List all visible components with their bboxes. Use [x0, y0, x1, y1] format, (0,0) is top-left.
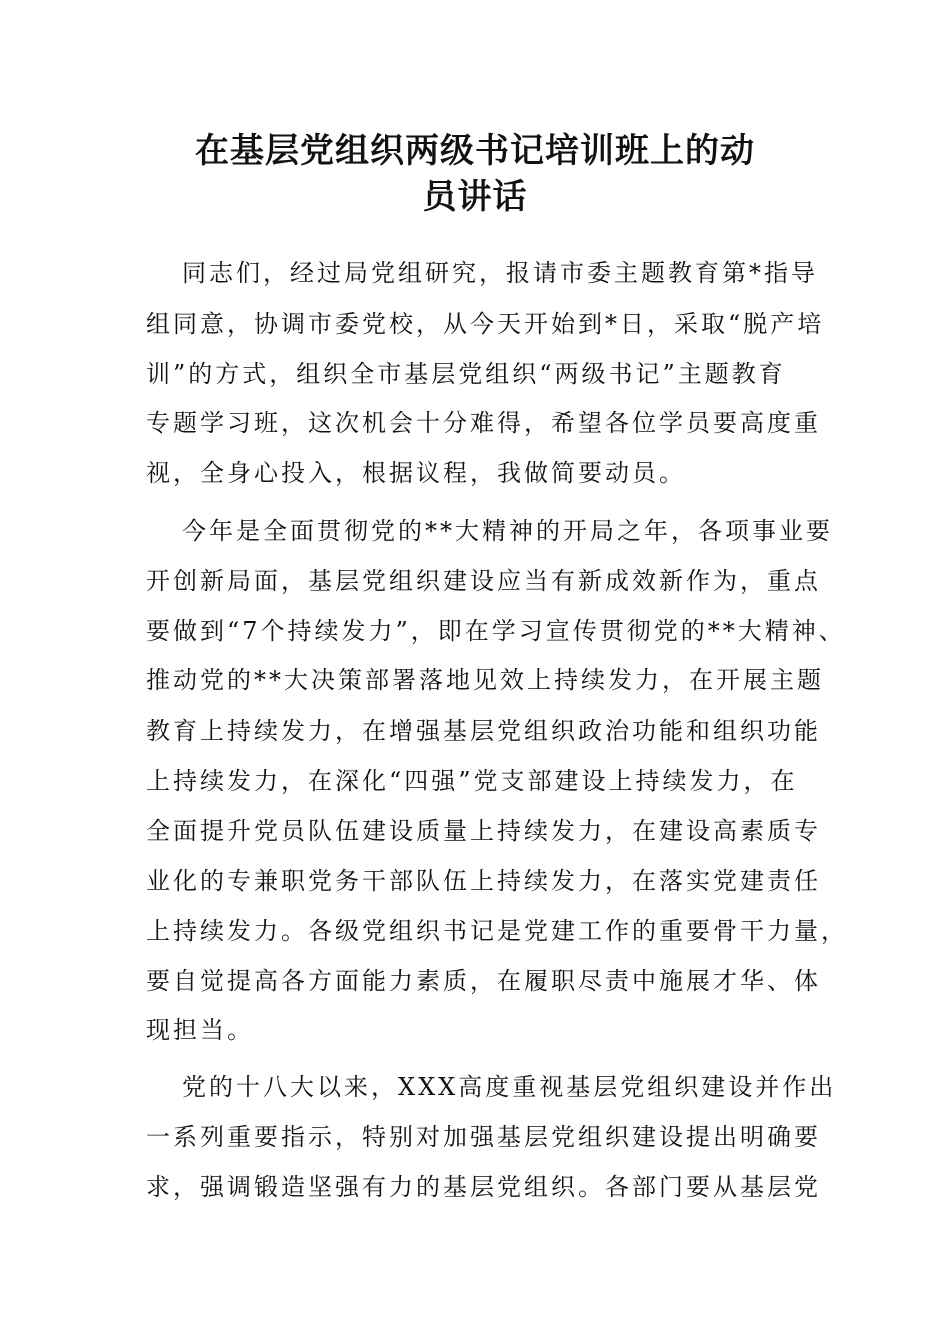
text-line: 同志们，经过局党组研究，报请市委主题教育第*指导 [182, 259, 818, 287]
text-line: 推动党的**大决策部署落地见效上持续发力，在开展主题 [146, 666, 824, 694]
text-line: 专题学习班，这次机会十分难得，希望各位学员要高度重 [146, 409, 821, 437]
text-line: 要自觉提高各方面能力素质，在履职尽责中施展才华、体 [146, 967, 821, 995]
text-line: 求，强调锻造坚强有力的基层党组织。各部门要从基层党 [146, 1173, 821, 1201]
text-line: 教育上持续发力，在增强基层党组织政治功能和组织功能 [146, 717, 821, 745]
text-line: 上持续发力。各级党组织书记是党建工作的重要骨干力量， [146, 917, 848, 945]
text-line: 要做到“7个持续发力”，即在学习宣传贯彻党的**大精神、 [146, 617, 846, 645]
text-line: 组同意，协调市委党校，从今天开始到*日，采取“脱产培 [146, 310, 825, 338]
text-line: 开创新局面，基层党组织建设应当有新成效新作为，重点 [146, 567, 821, 595]
text-line: 视，全身心投入，根据议程，我做简要动员。 [146, 459, 686, 487]
title-line-1: 在基层党组织两级书记培训班上的动 [195, 131, 755, 171]
document-title [145, 128, 805, 220]
text-line: 现担当。 [146, 1016, 254, 1044]
title-line-2: 员讲话 [422, 177, 528, 217]
text-line: 上持续发力，在深化“四强”党支部建设上持续发力，在 [146, 767, 798, 795]
text-line: 训”的方式，组织全市基层党组织“两级书记”主题教育 [146, 360, 786, 388]
text-line: 党的十八大以来，XXX高度重视基层党组织建设并作出 [182, 1073, 837, 1101]
text-line: 今年是全面贯彻党的**大精神的开局之年，各项事业要 [182, 517, 833, 545]
text-line: 业化的专兼职党务干部队伍上持续发力，在落实党建责任 [146, 867, 821, 895]
text-line: 全面提升党员队伍建设质量上持续发力，在建设高素质专 [146, 817, 821, 845]
text-line: 一系列重要指示，特别对加强基层党组织建设提出明确要 [146, 1123, 821, 1151]
